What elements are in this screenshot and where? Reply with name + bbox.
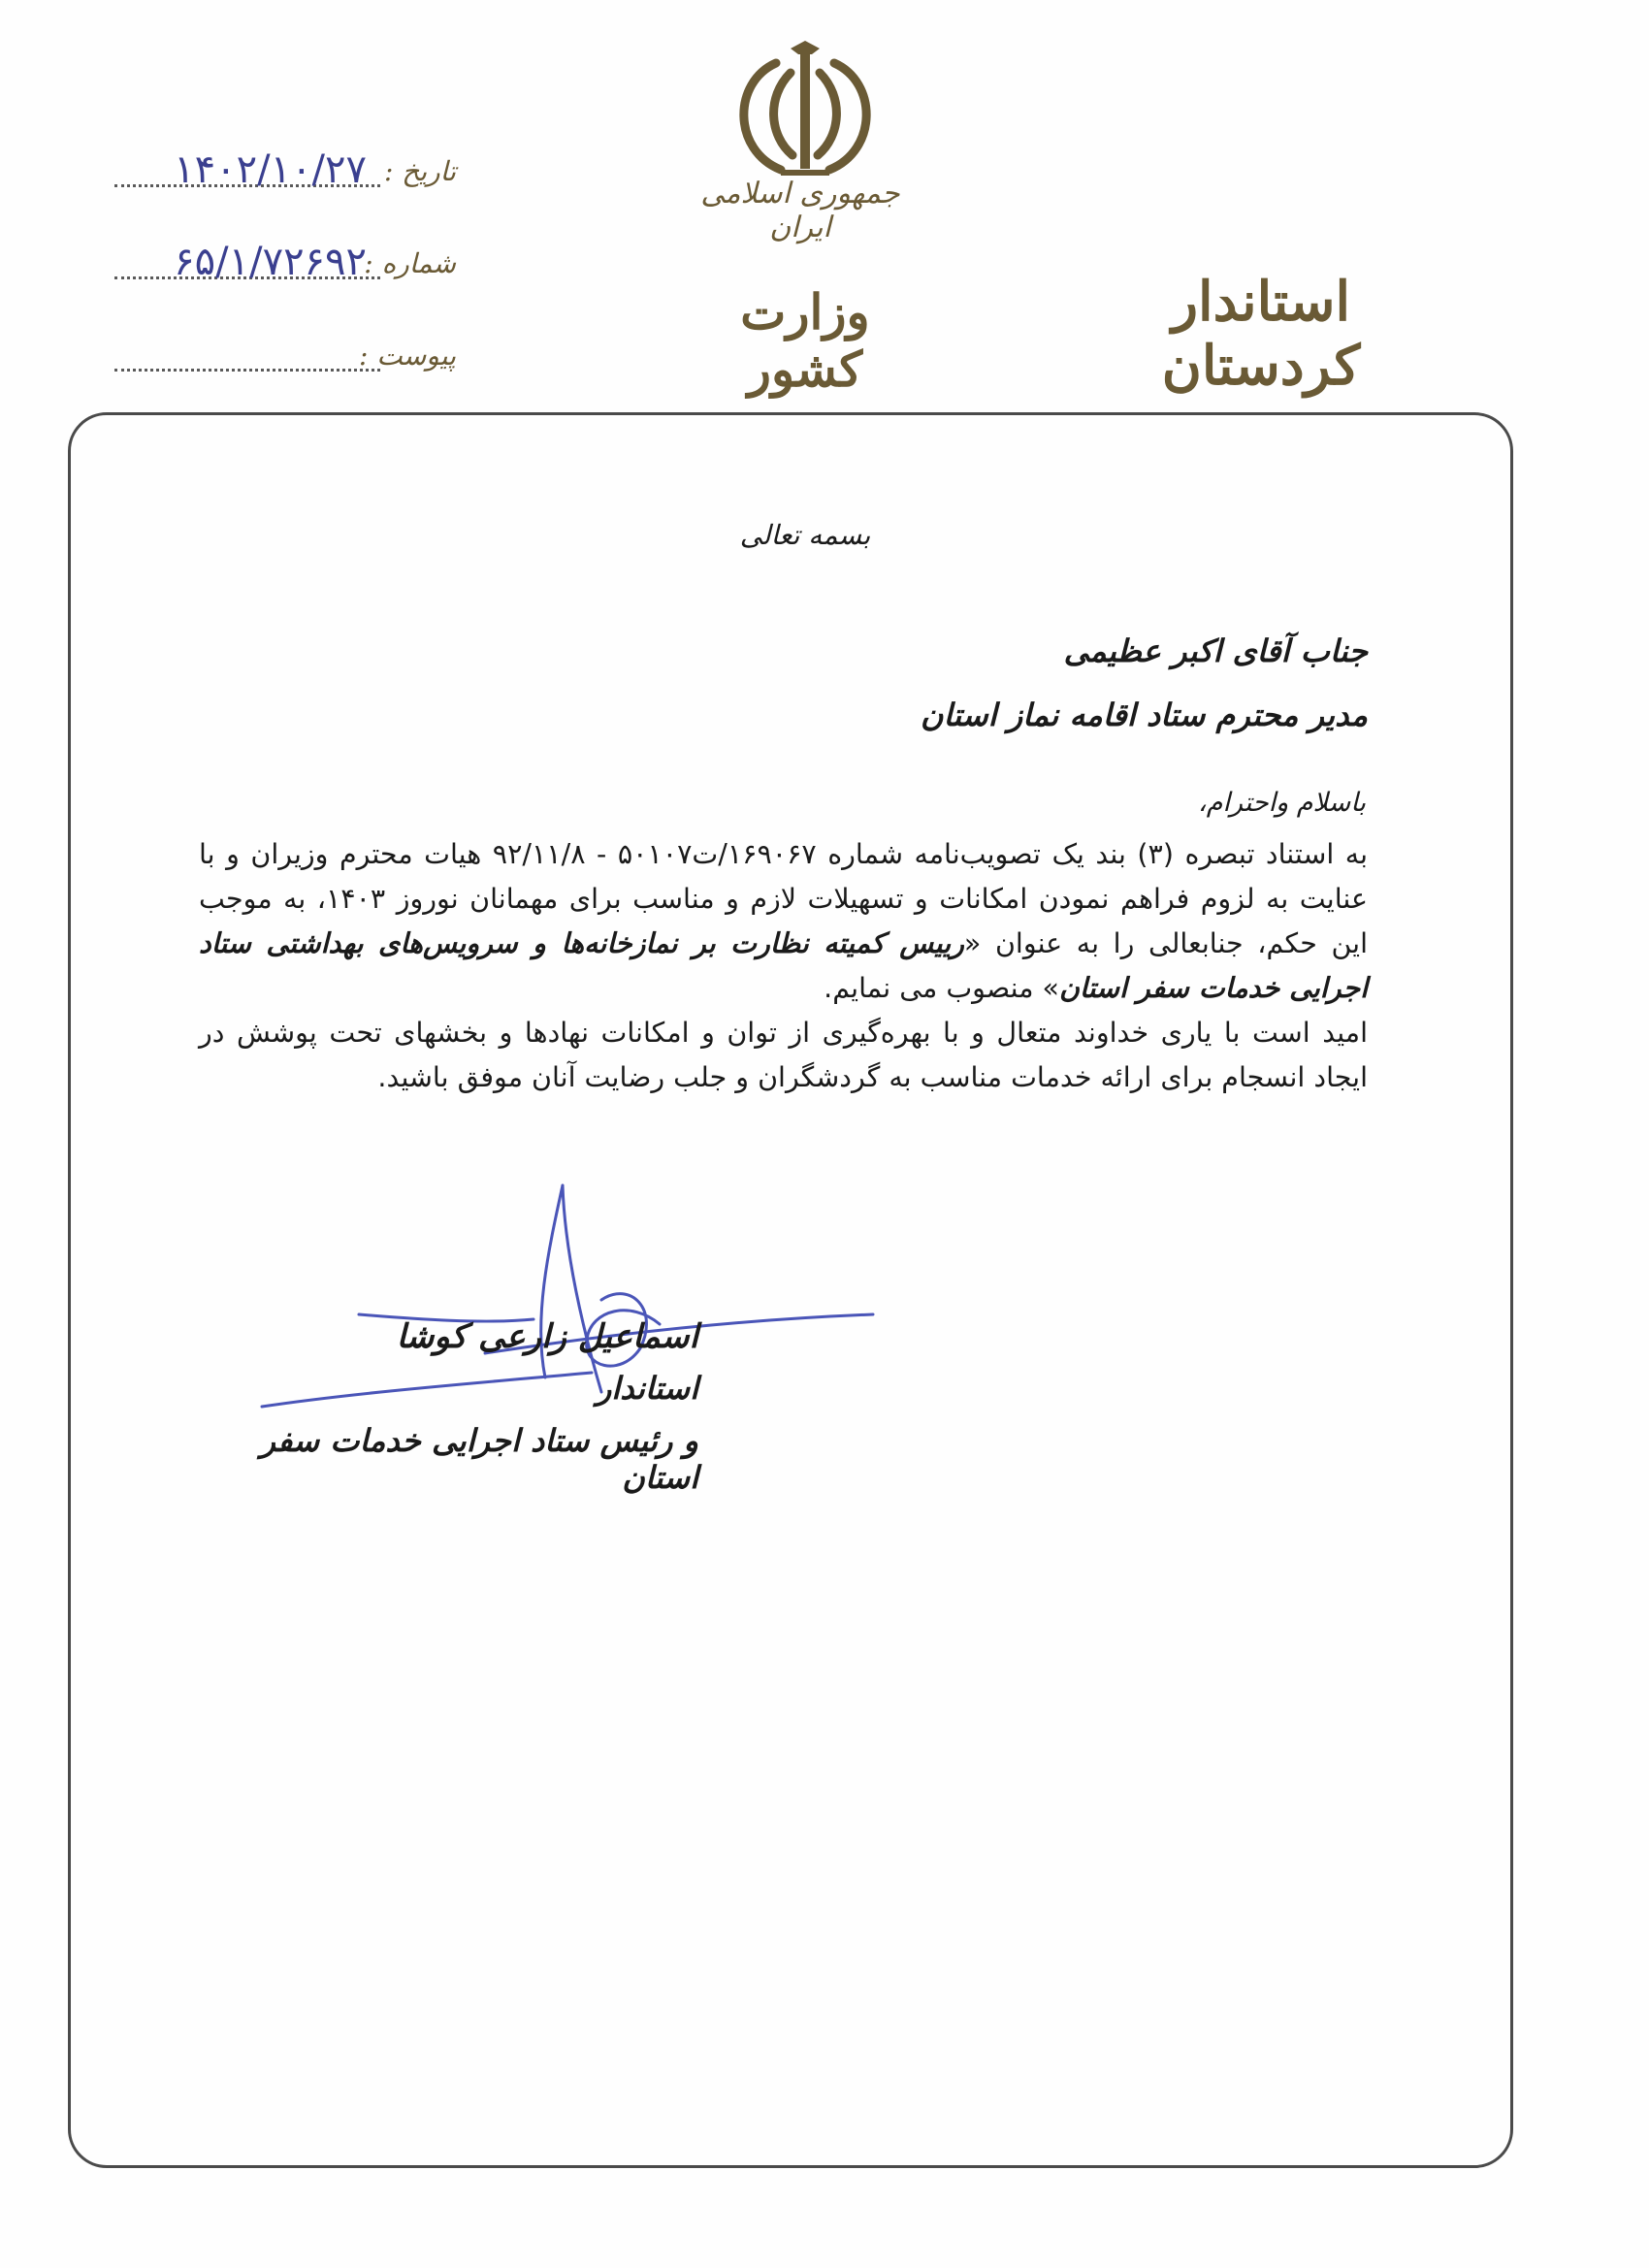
letter-body	[199, 832, 1368, 1100]
republic-name: جمهوری اسلامی ایران	[700, 177, 900, 244]
attachment-dotted-line	[114, 369, 380, 372]
signatory-name: اسماعیل زارعی کوشا	[396, 1317, 698, 1356]
number-label: شماره :	[364, 247, 456, 279]
governorate-name: استاندار کردستان	[1161, 270, 1361, 398]
body-paragraph-1-end: » منصوب می نمایم.	[824, 972, 1059, 1004]
invocation: بسمه تعالی	[739, 519, 871, 551]
greeting: باسلام واحترام،	[1198, 788, 1366, 818]
appointment-title: رییس کمیته نظارت بر نمازخانه‌ها و سرویس‌های بهداشتی ستاد اجرایی خدمات سفر استان	[199, 927, 1368, 1004]
iran-emblem-icon	[723, 39, 888, 184]
number-row	[107, 240, 456, 296]
attachment-row	[107, 340, 456, 388]
signatory-role: استاندار	[596, 1370, 698, 1407]
date-label: تاریخ :	[383, 155, 456, 187]
number-value: ۶۵/۱/۷۲۶۹۲	[174, 240, 367, 284]
recipient-title: مدیر محترم ستاد اقامه نماز استان	[920, 697, 1368, 733]
body-paragraph-1-start: به استناد تبصره (۳) بند یک تصویب‌نامه شماره ۱۶۹۰۶۷/ت۵۰۱۰۷ - ۹۲/۱۱/۸ هیات محترم وزیران و با عنایت به لزوم فراهم نمودن امکانات و تسهیلات لازم و مناسب برای مهمانان نوروز ۱۴۰۳، به موجب این حکم، جنابعالی را به عنوان «	[199, 838, 1369, 959]
date-value: ۱۴۰۲/۱۰/۲۷	[174, 147, 367, 192]
body-paragraph-2: امید است با یاری خداوند متعال و با بهره‌گیری از توان و امکانات نهادها و بخشهای تحت پوشش در ایجاد انسجام برای ارائه خدمات مناسب به گردشگران و جلب رضایت آنان موفق باشید.	[199, 1017, 1368, 1093]
attachment-label: پیوست :	[359, 340, 456, 372]
body-paragraph-1	[199, 832, 1368, 1011]
signatory-role-2: و رئیس ستاد اجرایی خدمات سفر استان	[260, 1422, 698, 1496]
ministry-name: وزارت کشور	[740, 283, 870, 398]
recipient-name: جناب آقای اکبر عظیمی	[1063, 632, 1368, 669]
date-row	[107, 147, 456, 204]
